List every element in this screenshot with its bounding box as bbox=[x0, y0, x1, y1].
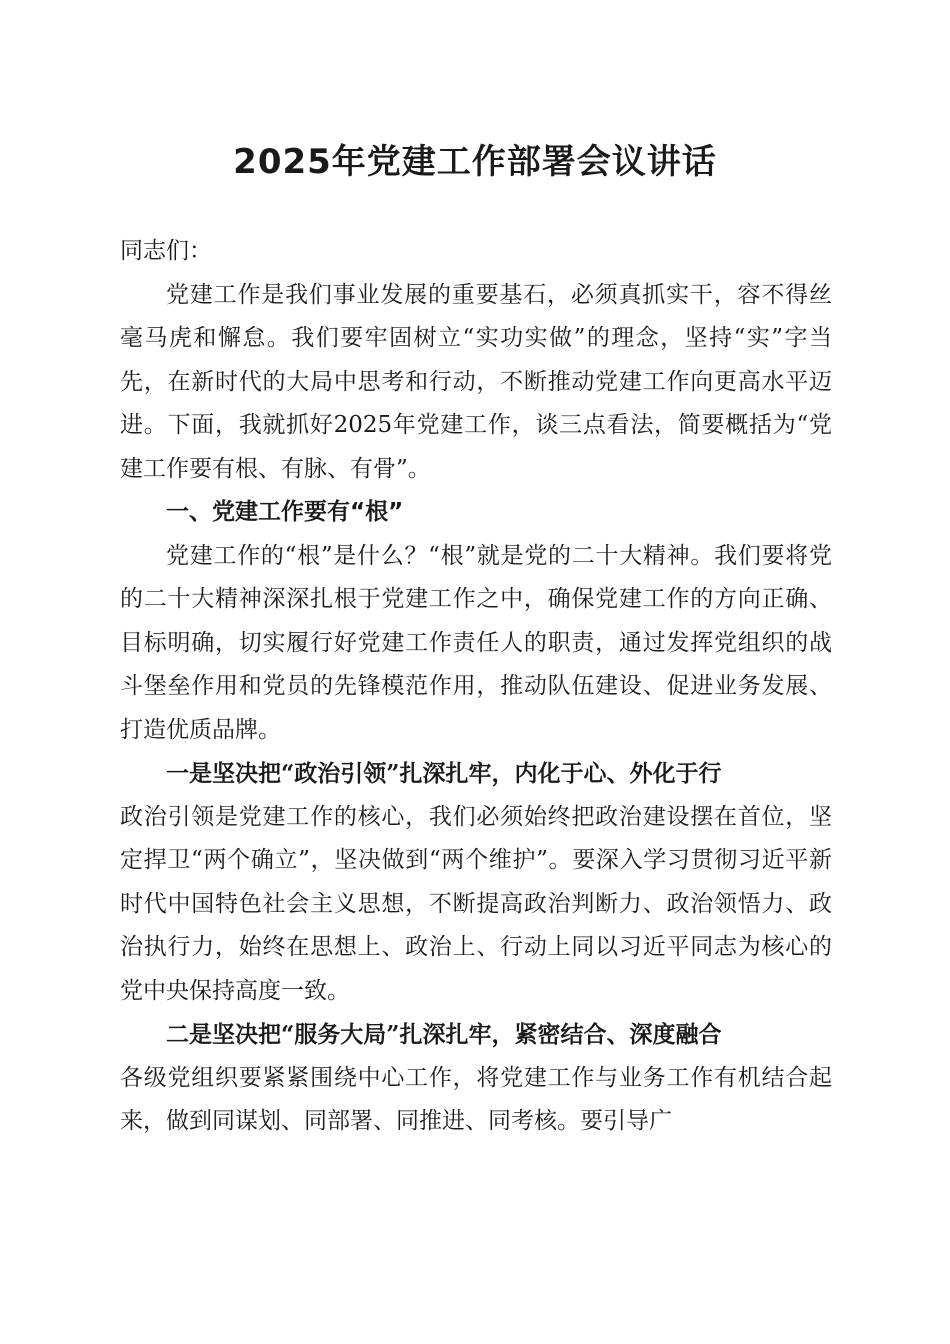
point-1-paragraph: 政治引领是党建工作的核心，我们必须始终把政治建设摆在首位，坚定捍卫“两个确立”，坚决做到“两个维护”。要深入学习贯彻习近平新时代中国特色社会主义思想，不断提高政治判断力、政治领悟力、政治执行力，始终在思想上、政治上、行动上同以习近平同志为核心的党中央保持高度一致。 bbox=[120, 803, 832, 1004]
section-heading-1: 一、党建工作要有“根” bbox=[166, 499, 404, 525]
point-2-paragraph: 各级党组织要紧紧围绕中心工作，将党建工作与业务工作有机结合起来，做到同谋划、同部署、同推进、同考核。要引导广 bbox=[120, 1064, 832, 1134]
intro-paragraph: 党建工作是我们事业发展的重要基石，必须真抓实干，容不得丝毫马虎和懈怠。我们要牢固树立“实功实做”的理念，坚持“实”字当先，在新时代的大局中思考和行动，不断推动党建工作向更高水平迈进。下面，我就抓好2025年党建工作，谈三点看法，简要概括为“党建工作要有根、有脉、有骨”。 bbox=[120, 281, 832, 482]
point-2-lead: 二是坚决把“服务大局”扎深扎牢，紧密结合、深度融合 bbox=[166, 1021, 722, 1048]
section-1-paragraph: 党建工作的“根”是什么？“根”就是党的二十大精神。我们要将党的二十大精神深深扎根于党建工作之中，确保党建工作的方向正确、目标明确，切实履行好党建工作责任人的职责，通过发挥党组织的战斗堡垒作用和党员的先锋模范作用，推动队伍建设、促进业务发展、打造优质品牌。 bbox=[120, 542, 832, 743]
document-body bbox=[120, 230, 832, 1144]
salutation: 同志们： bbox=[120, 238, 212, 264]
document-title: 2025年党建工作部署会议讲话 bbox=[233, 142, 717, 182]
point-1-lead: 一是坚决把“政治引领”扎深扎牢，内化于心、外化于行 bbox=[166, 760, 722, 787]
